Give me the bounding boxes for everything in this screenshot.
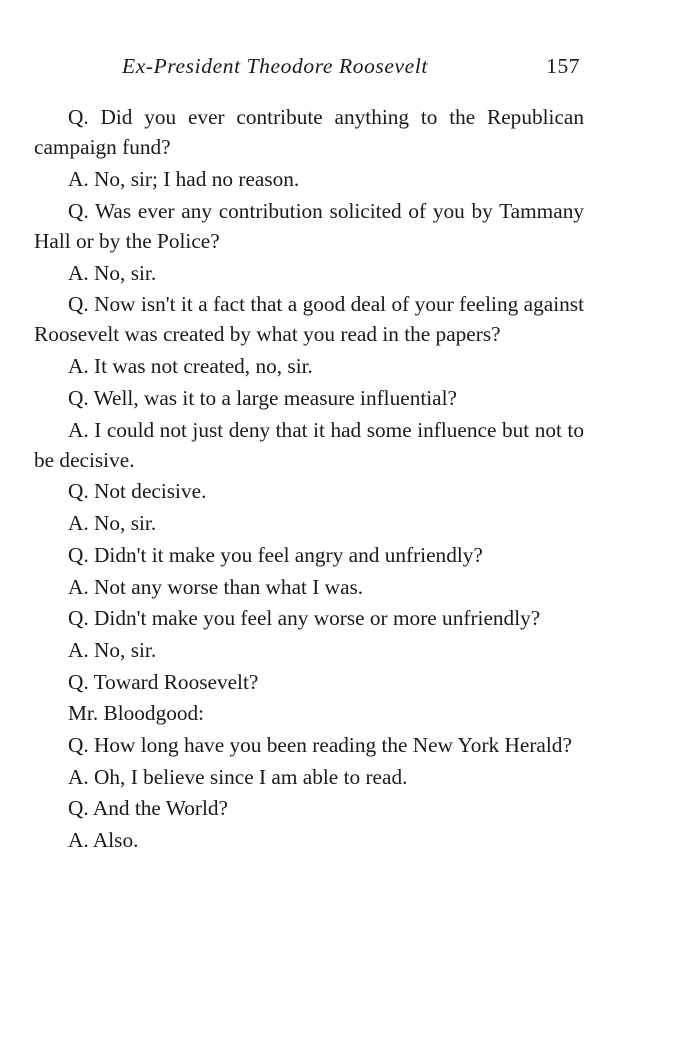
book-page (34, 54, 584, 857)
running-title: Ex-President Theodore Roosevelt (122, 54, 428, 78)
paragraph-answer: A. It was not created, no, sir. (68, 354, 313, 379)
paragraph-question: Q. How long have you been reading the New York Herald? (68, 733, 572, 758)
paragraph-answer: A. Oh, I believe since I am able to read. (68, 764, 408, 789)
page-header (34, 54, 584, 90)
paragraph-question: Q. Didn't it make you feel angry and unfriendly? (68, 542, 483, 567)
page-number: 157 (546, 54, 580, 78)
paragraph-question: Q. Was ever any contribution solicited of you by Tammany Hall or by the Police? (34, 198, 584, 253)
paragraph-answer: A. No, sir; I had no reason. (68, 166, 300, 191)
paragraph-answer: A. No, sir. (68, 260, 157, 285)
paragraph-question: Q. Did you ever contribute anything to the Republican campaign fund? (34, 105, 584, 160)
paragraph-speaker: Mr. Bloodgood: (68, 701, 205, 726)
paragraph-answer: A. Also. (68, 828, 139, 853)
paragraph-question: Q. And the World? (68, 796, 228, 821)
paragraph-answer: A. Not any worse than what I was. (68, 574, 364, 599)
paragraph-question: Q. Well, was it to a large measure influential? (68, 385, 458, 410)
paragraph-answer: A. I could not just deny that it had some influence but not to be decisive. (34, 417, 584, 472)
paragraph-question: Q. Didn't make you feel any worse or more unfriendly? (68, 606, 541, 631)
paragraph-question: Q. Not decisive. (68, 479, 207, 504)
paragraph-question: Q. Now isn't it a fact that a good deal of your feeling against Roosevelt was created by what you read in the papers? (34, 292, 584, 347)
paragraph-answer: A. No, sir. (68, 637, 157, 662)
testimony-text (34, 102, 584, 855)
paragraph-question: Q. Toward Roosevelt? (68, 669, 259, 694)
paragraph-answer: A. No, sir. (68, 511, 157, 536)
